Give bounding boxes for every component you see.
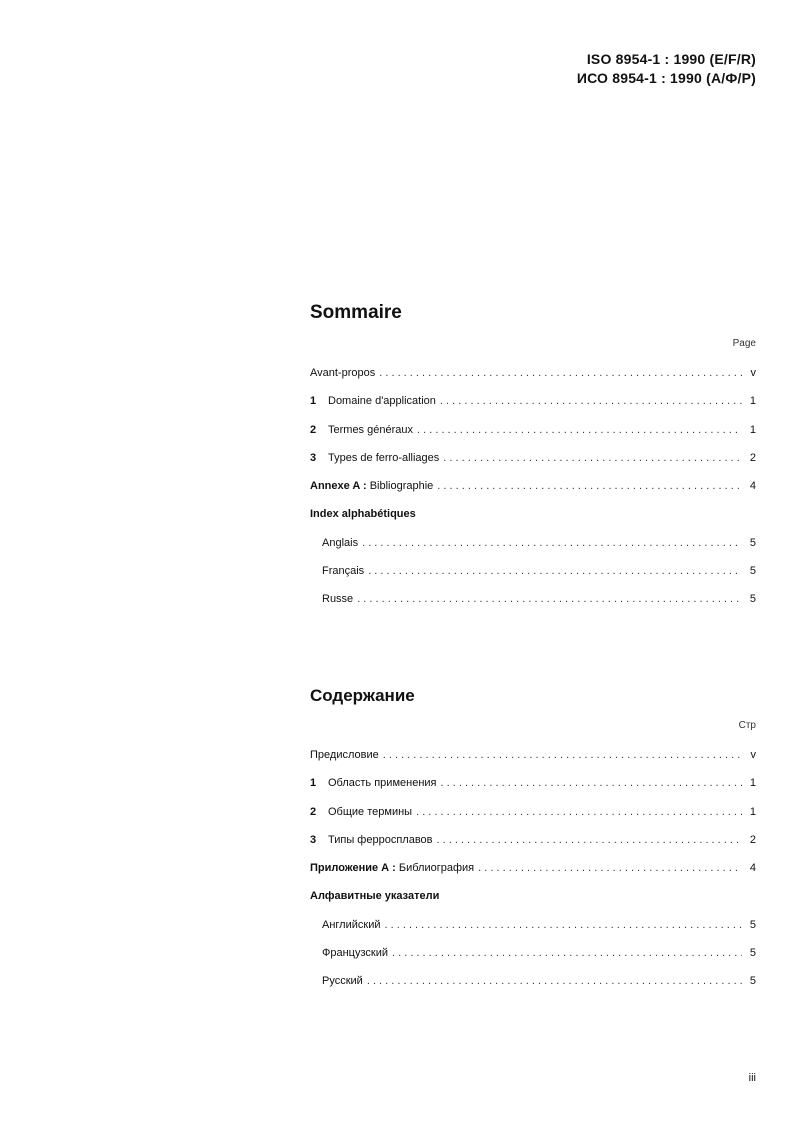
document-header bbox=[577, 50, 756, 88]
toc-entry[interactable] bbox=[310, 974, 756, 1002]
toc-entry-label: Termes généraux bbox=[328, 423, 413, 436]
toc-leader-dots bbox=[437, 833, 743, 847]
toc-entry-number: 3 bbox=[310, 833, 317, 846]
toc-entry[interactable] bbox=[310, 394, 756, 422]
toc-entry-label: Область применения bbox=[328, 777, 437, 790]
toc-entry[interactable] bbox=[310, 776, 756, 804]
toc-entry-label: Английский bbox=[322, 918, 381, 931]
toc-entry-page: 5 bbox=[749, 565, 756, 578]
toc-subheading-label: Index alphabétiques bbox=[310, 508, 416, 521]
toc-leader-dots bbox=[368, 564, 742, 578]
toc-leader-dots bbox=[379, 366, 742, 380]
toc-leader-dots bbox=[362, 536, 742, 550]
toc-entry-label: Types de ferro-alliages bbox=[328, 451, 440, 464]
toc-entry-number: 3 bbox=[310, 451, 317, 464]
toc-entry-page: 4 bbox=[749, 480, 756, 493]
annex-prefix: Annexe A : bbox=[310, 480, 367, 493]
toc-entry-label bbox=[310, 861, 474, 875]
toc-entry-page: v bbox=[750, 367, 756, 379]
toc-entry-page: 1 bbox=[749, 395, 756, 408]
toc-leader-dots bbox=[478, 861, 742, 875]
toc-entry-label bbox=[310, 479, 433, 493]
toc-leader-dots bbox=[417, 423, 742, 437]
toc-entry-number: 2 bbox=[310, 423, 317, 436]
toc-entry-label: Anglais bbox=[322, 536, 359, 549]
toc-leader-dots bbox=[383, 748, 742, 762]
toc-subheading bbox=[310, 507, 756, 535]
toc-french-title: Sommaire bbox=[310, 302, 402, 323]
header-standard-latin: ISO 8954-1 : 1990 (E/F/R) bbox=[586, 51, 756, 67]
toc-entry-page: 5 bbox=[749, 536, 756, 549]
toc-leader-dots bbox=[441, 776, 743, 790]
toc-entry-annex[interactable] bbox=[310, 479, 756, 507]
toc-entry-label: Domaine d'application bbox=[328, 395, 436, 408]
toc-entry[interactable] bbox=[310, 833, 756, 861]
toc-entry-label: Предисловие bbox=[310, 749, 379, 761]
toc-entry-label: Типы ферросплавов bbox=[328, 833, 433, 846]
toc-entry-page: 1 bbox=[749, 805, 756, 818]
toc-entry[interactable] bbox=[310, 564, 756, 592]
toc-leader-dots bbox=[367, 974, 742, 988]
toc-russian-page-label: Стр bbox=[738, 720, 756, 731]
toc-subheading-label: Алфавитные указатели bbox=[310, 890, 440, 903]
toc-leader-dots bbox=[392, 946, 742, 960]
annex-title: Bibliographie bbox=[366, 480, 434, 493]
toc-entry-label: Русский bbox=[322, 975, 363, 988]
toc-entry[interactable] bbox=[310, 918, 756, 946]
toc-entry-label: Avant-propos bbox=[310, 367, 376, 379]
toc-entry-number: 2 bbox=[310, 805, 317, 818]
toc-entry-page: 2 bbox=[749, 451, 756, 464]
toc-russian bbox=[310, 686, 756, 1003]
toc-entry[interactable] bbox=[310, 748, 756, 776]
toc-entry-page: 5 bbox=[749, 947, 756, 960]
header-standard-cyrillic: ИСО 8954-1 : 1990 (А/Ф/Р) bbox=[576, 70, 756, 86]
toc-entry-label: Russe bbox=[322, 593, 354, 606]
page-number: iii bbox=[748, 1072, 756, 1084]
toc-entry-page: 4 bbox=[749, 862, 756, 875]
toc-entry[interactable] bbox=[310, 805, 756, 833]
toc-entry-page: 2 bbox=[749, 833, 756, 846]
toc-leader-dots bbox=[440, 394, 742, 408]
toc-subheading bbox=[310, 889, 756, 917]
toc-leader-dots bbox=[416, 805, 742, 819]
toc-leader-dots bbox=[443, 451, 742, 465]
toc-entry[interactable] bbox=[310, 366, 756, 394]
toc-entry-annex[interactable] bbox=[310, 861, 756, 889]
toc-leader-dots bbox=[437, 479, 742, 493]
toc-entry[interactable] bbox=[310, 423, 756, 451]
toc-leader-dots bbox=[385, 918, 743, 932]
toc-french-page-label: Page bbox=[732, 338, 756, 349]
toc-entry-page: 5 bbox=[749, 593, 756, 606]
toc-entry[interactable] bbox=[310, 536, 756, 564]
toc-french bbox=[310, 302, 756, 621]
toc-entry-page: 1 bbox=[749, 423, 756, 436]
toc-entry-page: 5 bbox=[749, 918, 756, 931]
toc-entry-page: 1 bbox=[749, 777, 756, 790]
annex-title: Библиография bbox=[395, 862, 475, 875]
toc-entry[interactable] bbox=[310, 592, 756, 620]
toc-entry-label: Français bbox=[322, 565, 365, 578]
toc-entry[interactable] bbox=[310, 451, 756, 479]
annex-prefix: Приложение А : bbox=[310, 862, 396, 875]
toc-russian-title: Содержание bbox=[310, 686, 415, 705]
toc-entry-number: 1 bbox=[310, 395, 317, 408]
toc-entry-label: Французский bbox=[322, 947, 388, 960]
toc-entry-number: 1 bbox=[310, 777, 317, 790]
toc-leader-dots bbox=[357, 592, 742, 606]
toc-entry-page: v bbox=[750, 749, 756, 761]
toc-entry-page: 5 bbox=[749, 975, 756, 988]
toc-entry[interactable] bbox=[310, 946, 756, 974]
toc-entry-label: Общие термины bbox=[328, 805, 413, 818]
